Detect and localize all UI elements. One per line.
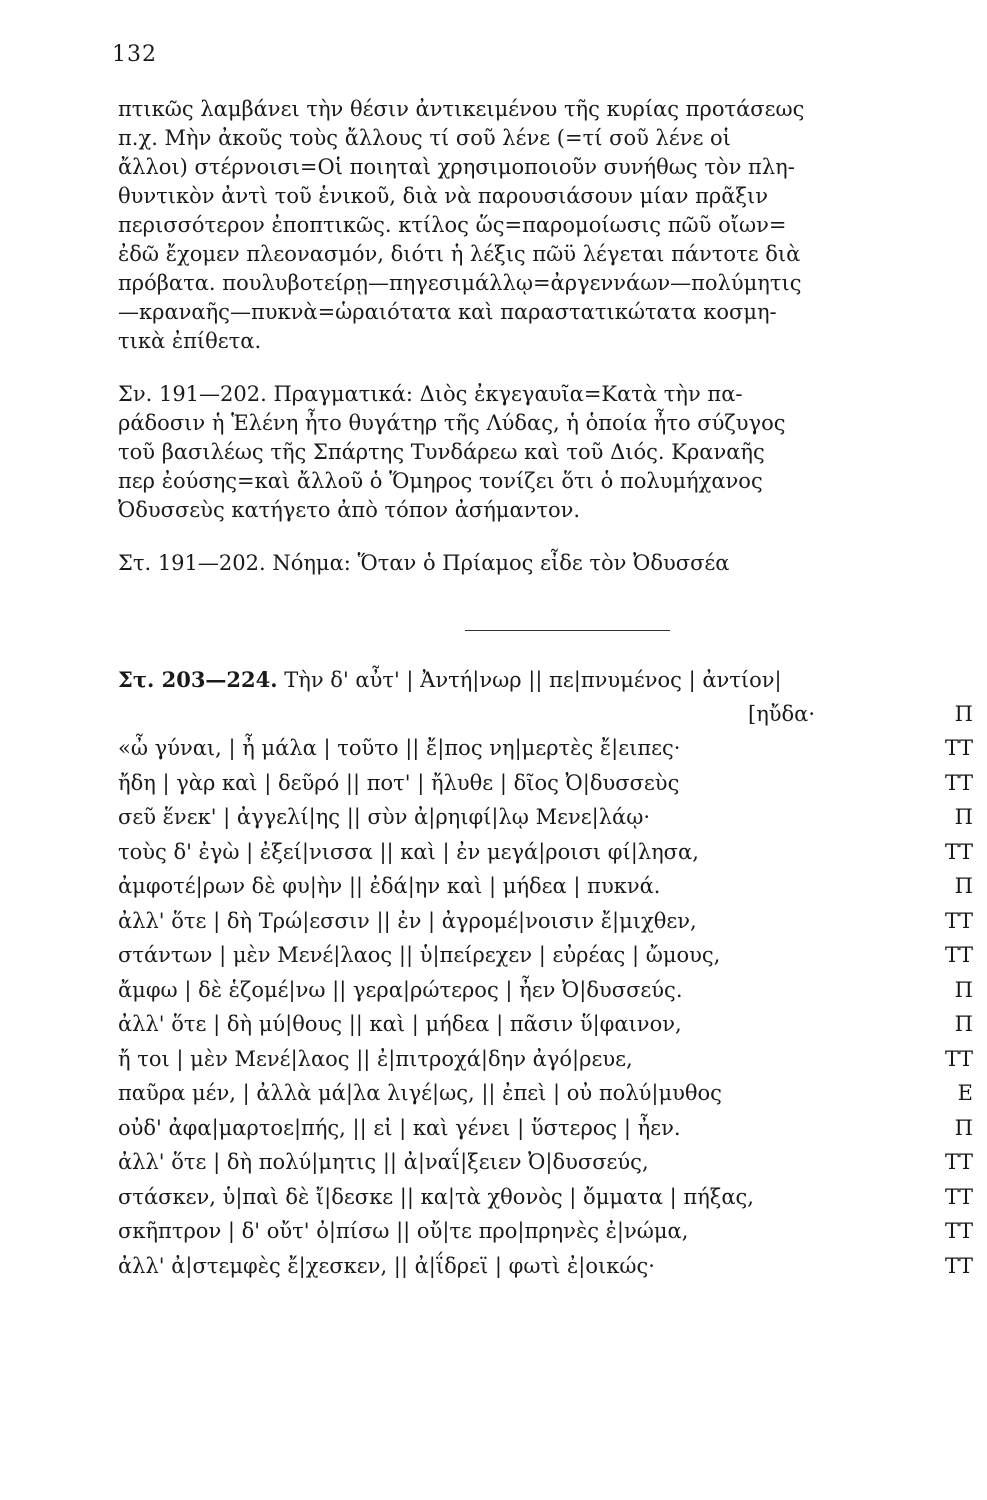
commentary-line: π.χ. Μὴν ἀκοῦς τοὺς ἄλλους τί σοῦ λένε (=τί σοῦ λένε οἱ xyxy=(118,126,731,150)
commentary-line: Σν. 191—202. Πραγματικά: Διὸς ἐκγεγαυῖα=Κατὰ τὴν πα- xyxy=(118,382,743,406)
verse-lines xyxy=(118,731,973,1283)
verse-text: ἀμφοτέ|ρων δὲ φυ|ὴν || ἐδά|ην καὶ | μήδεα | πυκνά. xyxy=(118,874,661,898)
commentary-line: ἄλλοι) στέρνοισι=Οἱ ποιηταὶ χρησιμοποιοῦν συνήθως τὸν πλη- xyxy=(118,155,795,179)
scansion-label: Στ. 203—224. xyxy=(118,667,278,692)
verse-text: ἄμφω | δὲ ἑζομέ|νω || γερα|ρώτερος | ἦεν Ὀ|δυσσεύς. xyxy=(118,977,683,1002)
verse-mark: ΤΤ xyxy=(944,770,973,795)
verse-text: ἤ τοι | μὲν Μενέ|λαος || ἐ|πιτροχά|δην ἀγό|ρευε, xyxy=(118,1046,633,1071)
commentary-line: ράδοσιν ἡ Ἑλένη ἦτο θυγάτηρ τῆς Λύδας, ἡ ὁποία ἦτο σύζυγος xyxy=(118,411,786,435)
first-line-mark: Π xyxy=(954,702,973,726)
verse-text: ἀλλ' ὅτε | δὴ μύ|θους || καὶ | μήδεα | πᾶσιν ὕ|φαινον, xyxy=(118,1012,682,1036)
scansion-header xyxy=(118,663,973,697)
verse-line xyxy=(118,766,973,801)
commentary-line: τοῦ βασιλέως τῆς Σπάρτης Τυνδάρεω καὶ τοῦ Διός. Κραναῆς xyxy=(118,440,765,464)
verse-text: σκῆπτρον | δ' οὔτ' ὀ|πίσω || οὔ|τε προ|πρηνὲς ἐ|νώμα, xyxy=(118,1219,689,1243)
verse-line xyxy=(118,1249,973,1284)
scansion-first-line-continuation xyxy=(118,697,973,731)
verse-text: στάσκεν, ὑ|παὶ δὲ ἴ|δεσκε || κα|τὰ χθονὸς | ὄμματα | πήξας, xyxy=(118,1184,754,1209)
commentary-line: τικὰ ἐπίθετα. xyxy=(118,329,262,353)
verse-mark: ΤΤ xyxy=(944,1184,973,1209)
verse-line xyxy=(118,1007,973,1042)
verse-text: ἀλλ' ὅτε | δὴ Τρώ|εσσιν || ἐν | ἀγρομέ|νοισιν ἔ|μιχθεν, xyxy=(118,908,697,933)
verse-line xyxy=(118,800,973,835)
verse-text: παῦρα μέν, | ἀλλὰ μά|λα λιγέ|ως, || ἐπεὶ | οὐ πολύ|μυθος xyxy=(118,1081,722,1105)
verse-mark: ΤΤ xyxy=(944,943,973,967)
commentary-line: Ὀδυσσεὺς κατήγετο ἀπὸ τόπον ἀσήμαντον. xyxy=(118,498,581,522)
verse-line xyxy=(118,904,973,939)
verse-line xyxy=(118,835,973,870)
verse-text: στάντων | μὲν Μενέ|λαος || ὑ|πείρεχεν | εὐρέας | ὤμους, xyxy=(118,943,721,967)
verse-line xyxy=(118,973,973,1008)
verse-mark: Π xyxy=(954,1012,973,1036)
first-line-cont: [ηὔδα· xyxy=(748,702,816,726)
commentary-paragraph-3 xyxy=(118,549,968,578)
verse-mark: ΤΤ xyxy=(944,1150,973,1174)
verse-text: σεῦ ἕνεκ' | ἀγγελί|ης || σὺν ἀ|ρηιφί|λῳ Μενε|λάῳ· xyxy=(118,805,650,829)
verse-mark: ΤΤ xyxy=(944,1046,973,1071)
commentary-line: —κραναῆς—πυκνὰ=ὡραιότατα καὶ παραστατικώτατα κοσμη- xyxy=(118,300,777,324)
verse-line xyxy=(118,1180,973,1215)
verse-mark: Π xyxy=(954,874,973,898)
commentary-line: θυντικὸν ἀντὶ τοῦ ἑνικοῦ, διὰ νὰ παρουσιάσουν μίαν πρᾶξιν xyxy=(118,184,768,208)
verse-mark: Π xyxy=(954,977,973,1002)
verse-text: ἀλλ' ὅτε | δὴ πολύ|μητις || ἀ|ναΐ|ξειεν Ὀ|δυσσεύς, xyxy=(118,1150,649,1174)
verse-line xyxy=(118,1214,973,1249)
commentary-line: ἐδῶ ἔχομεν πλεονασμόν, διότι ἡ λέξις πῶϋ λέγεται πάντοτε διὰ xyxy=(118,242,801,266)
commentary-line: περ ἐούσης=καὶ ἄλλοῦ ὁ Ὅμηρος τονίζει ὅτι ὁ πολυμήχανος xyxy=(118,469,763,493)
verse-text: οὐδ' ἀφα|μαρτοε|πής, || εἰ | καὶ γένει | ὕστερος | ἦεν. xyxy=(118,1115,681,1140)
verse-line xyxy=(118,1145,973,1180)
commentary-line: πτικῶς λαμβάνει τὴν θέσιν ἀντικειμένου τῆς κυρίας προτάσεως xyxy=(118,97,805,121)
verse-mark: ΤΤ xyxy=(944,736,973,760)
commentary-line: πρόβατα. πουλυβοτείρῃ—πηγεσιμάλλῳ=ἀργεννάων—πολύμητις xyxy=(118,271,802,295)
commentary-paragraph-1 xyxy=(118,95,968,356)
verse-line xyxy=(118,938,973,973)
verse-mark: ΤΤ xyxy=(944,1253,973,1278)
scansion-first-line: Τὴν δ' αὖτ' | Ἀντή|νωρ || πε|πνυμένος | ἀντίον| xyxy=(284,668,782,692)
commentary-block xyxy=(118,95,968,578)
verse-mark: ΤΤ xyxy=(944,1219,973,1243)
verse-mark: Π xyxy=(954,805,973,829)
page-number: 132 xyxy=(112,42,157,67)
scansion-block xyxy=(118,663,973,1283)
verse-line xyxy=(118,869,973,904)
verse-line xyxy=(118,731,973,766)
commentary-line: περισσότερον ἐποπτικῶς. κτίλος ὥς=παρομοίωσις πῶῦ οἴων= xyxy=(118,213,787,237)
verse-text: «ὦ γύναι, | ἦ μάλα | τοῦτο || ἔ|πος νη|μερτὲς ἔ|ειπες· xyxy=(118,736,681,760)
verse-text: τοὺς δ' ἐγὼ | ἐξεί|νισσα || καὶ | ἐν μεγά|ροισι φί|λησα, xyxy=(118,839,699,864)
verse-line xyxy=(118,1076,973,1111)
verse-line xyxy=(118,1042,973,1077)
verse-mark: ΤΤ xyxy=(944,839,973,864)
verse-line xyxy=(118,1111,973,1146)
verse-mark: Π xyxy=(954,1115,973,1140)
verse-text: ἀλλ' ἀ|στεμφὲς ἔ|χεσκεν, || ἀ|ΐδρεϊ | φωτὶ ἐ|οικώς· xyxy=(118,1253,655,1278)
commentary-line: Στ. 191—202. Νόημα: Ὅταν ὁ Πρίαμος εἶδε τὸν Ὀδυσσέα xyxy=(118,551,730,575)
verse-mark: Ε xyxy=(957,1081,973,1105)
verse-mark: ΤΤ xyxy=(944,908,973,933)
section-divider xyxy=(465,630,670,631)
commentary-paragraph-2 xyxy=(118,380,968,525)
verse-text: ἤδη | γὰρ καὶ | δεῦρό || ποτ' | ἤλυθε | δῖος Ὀ|δυσσεὺς xyxy=(118,770,680,795)
